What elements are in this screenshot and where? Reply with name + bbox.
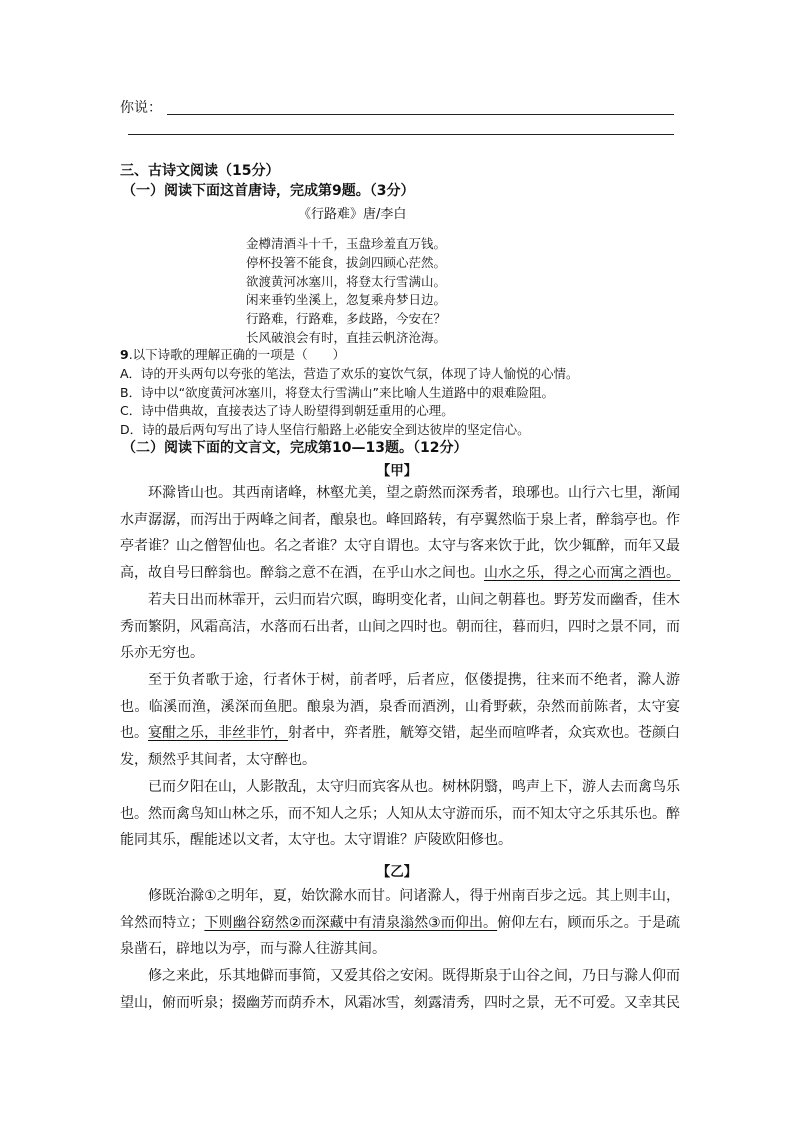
jia-paragraph-1 <box>120 480 680 586</box>
passage-yi-label: 【乙】 <box>376 864 418 880</box>
answer-line-1 <box>167 114 674 115</box>
poem-title: 《行路难》唐/李白 <box>298 207 407 222</box>
paragraph-text: 环滁皆山也。其西南诸峰，林壑尤美，望之蔚然而深秀者，琅琊也。山行六七里，渐闻水声潺潺，而泻出于两峰之间者，酿泉也。峰回路转，有亭翼然临于泉上者，醉翁亭也。作亭者谁？山之僧智仙也。名之者谁？太守自谓也。太守与客来饮于此，饮少辄醉，而年又最高，故自号曰醉翁也。醉翁之意不在酒，在乎山水之间也。 <box>120 485 680 581</box>
question-9-stem <box>120 346 579 365</box>
underlined-sentence: 山水之乐，得之心而寓之酒也。 <box>484 564 680 581</box>
jia-paragraph-4: 已而夕阳在山，人影散乱，太守归而宾客从也。树林阴翳，鸣声上下，游人去而禽鸟乐也。然而禽鸟知山林之乐，而不知人之乐；人知从太守游而乐，而不知太守之乐其乐也。醉能同其乐，醒能述以文者，太守也。太守谓谁？庐陵欧阳修也。 <box>120 779 680 848</box>
paragraph-text: 俯仰左右，顾而乐之。于是疏泉凿石，辟地以为亭，而与滁人往游其间。 <box>120 914 680 957</box>
option-d: D．诗的最后两句写出了诗人坚信行船路上必能安全到达彼岸的坚定信心。 <box>120 422 530 438</box>
poem-line: 金樽清酒斗十千，玉盘珍羞直万钱。 <box>246 236 447 251</box>
option-a: A．诗的开头两句以夸张的笔法，营造了欢乐的宴饮气氛，体现了诗人愉悦的心情。 <box>120 365 579 381</box>
question-stem: .以下诗歌的理解正确的一项是（ ） <box>128 347 346 362</box>
option-c: C．诗中借典故，直接表达了诗人盼望得到朝廷重用的心理。 <box>120 403 454 419</box>
part1-title: （一）阅读下面这首唐诗，完成第9题。（3分） <box>122 183 415 199</box>
passage-jia-label: 【甲】 <box>376 463 418 479</box>
option-b: B．诗中以“欲度黄河冰塞川，将登太行雪满山”来比喻人生道路中的艰难险阻。 <box>120 384 555 400</box>
yi-paragraph-1 <box>120 883 680 963</box>
question-number: 9 <box>120 347 129 362</box>
poem-line: 行路难，行路难，多歧路，今安在？ <box>246 311 447 327</box>
poem-line: 欲渡黄河冰塞川，将登太行雪满山。 <box>246 273 447 289</box>
you-say-label: 你说： <box>120 100 162 116</box>
poem-line: 停杯投箸不能食，拔剑四顾心茫然。 <box>246 254 447 270</box>
section3-title: 三、古诗文阅读（15分） <box>120 163 280 179</box>
yi-paragraph-2: 修之来此，乐其地僻而事简，又爱其俗之安闲。既得斯泉于山谷之间，乃日与滁人仰而望山，俯而听泉；掇幽芳而荫乔木，风霜冰雪，刻露清秀，四时之景，无不可爱。又幸其民 <box>120 968 680 1011</box>
question-9 <box>120 346 579 440</box>
poem-line: 长风破浪会有时，直挂云帆济沧海。 <box>246 329 447 345</box>
paragraph-text: 修既治滁①之明年，夏，始饮滁水而甘。问诸滁人，得于州南百步之远。其上则丰山，耸然而特立； <box>120 888 680 931</box>
answer-line-2 <box>128 134 674 135</box>
underlined-sentence: 下则幽谷窈然②而深藏中有清泉滃然③而仰出。 <box>204 914 498 931</box>
underlined-sentence: 宴酣之乐，非丝非竹， <box>148 725 288 741</box>
part2-title: （二）阅读下面的文言文，完成第10—13题。（12分） <box>122 440 468 456</box>
jia-paragraph-3 <box>120 667 680 773</box>
paragraph-text: 至于负者歌于途，行者休于树，前者呼，后者应，伛偻提携，往来而不绝者，滁人游也。临溪而渔，溪深而鱼肥。酿泉为酒，泉香而酒洌，山肴野蔌，杂然而前陈者，太守宴也。 <box>120 672 680 741</box>
poem-line: 闲来垂钓坐溪上，忽复乘舟梦日边。 <box>246 292 447 308</box>
jia-paragraph-2: 若夫日出而林霏开，云归而岩穴暝，晦明变化者，山间之朝暮也。野芳发而幽香，佳木秀而繁阴，风霜高洁，水落而石出者，山间之四时也。朝而往，暮而归，四时之景不同，而乐亦无穷也。 <box>120 592 680 661</box>
paragraph-text: 射者中，弈者胜，觥筹交错，起坐而喧哗者，众宾欢也。苍颜白发，颓然乎其间者，太守醉也。 <box>120 725 680 768</box>
poem-body <box>246 235 446 348</box>
